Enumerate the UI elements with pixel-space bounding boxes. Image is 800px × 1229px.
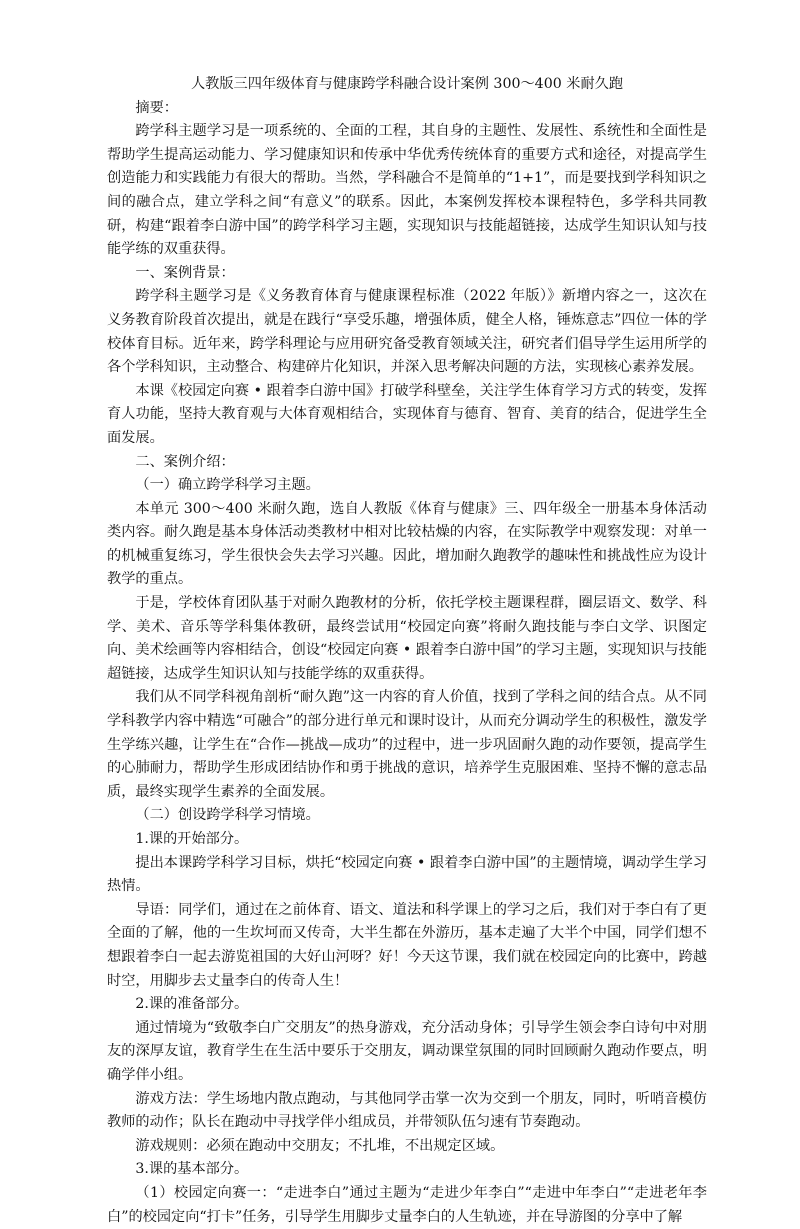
subsection-heading: （一）确立跨学科学习主题。 — [135, 477, 320, 494]
section-heading-introduction: 二、案例介绍： — [135, 453, 235, 470]
paragraph: 于是，学校体育团队基于对耐久跑教材的分析，依托学校主题课程群，圈层语文、数学、科学、美术、音乐等学科集体教研，最终尝试用“校园定向赛”将耐久跑技能与李白文学、识图定向、美术绘画等内容相结合，创设“校园定向赛 • 跟着李白游中国”的学习主题，实现知识与技能超链接，达成学生知识认知与技能学练的双重获得。 — [107, 595, 707, 682]
item-heading: 2.课的准备部分。 — [135, 996, 249, 1013]
paragraph: 我们从不同学科视角剖析“耐久跑”这一内容的育人价值，找到了学科之间的结合点。从不同学科教学内容中精选“可融合”的部分进行单元和课时设计，从而充分调动学生的积极性，激发学生学练兴趣，让学生在“合作—挑战—成功”的过程中，进一步巩固耐久跑的动作要领，提高学生的心肺耐力，帮助学生形成团结协作和勇于挑战的意识，培养学生克服困难、坚持不懈的意志品质，最终实现学生素养的全面发展。 — [107, 689, 707, 800]
paragraph: （1）校园定向赛一：“走进李白”通过主题为“走进少年李白”“走进中年李白”“走进老年李白”的校园定向“打卡”任务，引导学生用脚步丈量李白的人生轨迹，并在导游图的分享中了解 — [107, 1184, 707, 1225]
paragraph: 本课《校园定向赛 • 跟着李白游中国》打破学科壁垒，关注学生体育学习方式的转变，发挥育人功能，坚持大教育观与大体育观相结合，实现体育与德育、智育、美育的结合，促进学生全面发展。 — [107, 382, 707, 446]
section-heading-background: 一、案例背景： — [135, 264, 235, 281]
paragraph: 本单元 300～400 米耐久跑，选自人教版《体育与健康》三、四年级全一册基本身体活动类内容。耐久跑是基本身体活动类教材中相对比较枯燥的内容，在实际教学中观察发现：对单一的机械重复练习，学生很快会失去学习兴趣。因此，增加耐久跑教学的趣味性和挑战性应为设计教学的重点。 — [107, 500, 707, 588]
subsection-heading: （二）创设跨学科学习情境。 — [135, 807, 320, 824]
document-body — [107, 73, 707, 1229]
paragraph: 游戏方法：学生场地内散点跑动，与其他同学击掌一次为交到一个朋友，同时，听哨音模仿教师的动作；队长在跑动中寻找学伴小组成员，并带领队伍匀速有节奏跑动。 — [107, 1090, 707, 1131]
paragraph: 提出本课跨学科学习目标，烘托“校园定向赛 • 跟着李白游中国”的主题情境，调动学生学习热情。 — [107, 854, 707, 895]
document-title: 人教版三四年级体育与健康跨学科融合设计案例 300～400 米耐久跑 — [190, 76, 624, 92]
abstract-paragraph: 跨学科主题学习是一项系统的、全面的工程，其自身的主题性、发展性、系统性和全面性是帮助学生提高运动能力、学习健康知识和传承中华优秀传统体育的重要方式和途径，对提高学生创造能力和实践能力有很大的帮助。当然，学科融合不是简单的“1+1”，而是要找到学科知识之间的融合点，建立学科之间“有意义”的联系。因此，本案例发挥校本课程特色，多学科共同教研，构建“跟着李白游中国”的跨学科学习主题，实现知识与技能超链接，达成学生知识认知与技能学练的双重获得。 — [107, 123, 707, 258]
paragraph: 游戏规则：必须在跑动中交朋友；不扎堆，不出规定区域。 — [135, 1137, 505, 1154]
paragraph: 跨学科主题学习是《义务教育体育与健康课程标准（2022 年版）》新增内容之一，这次在义务教育阶段首次提出，就是在践行“享受乐趣，增强体质，健全人格，锤炼意志”四位一体的学校体育目标。近年来，跨学科理论与应用研究备受教育领域关注，研究者们倡导学生运用所学的各个学科知识，主动整合、构建碎片化知识，并深入思考解决问题的方法，实现核心素养发展。 — [107, 288, 707, 376]
item-heading: 3.课的基本部分。 — [135, 1161, 249, 1178]
abstract-heading: 摘要： — [135, 99, 178, 116]
paragraph: 通过情境为“致敬李白广交朋友”的热身游戏，充分活动身体；引导学生领会李白诗句中对朋友的深厚友谊，教育学生在生活中要乐于交朋友，调动课堂氛围的同时回顾耐久跑动作要点，明确学伴小组。 — [107, 1019, 707, 1083]
item-heading: 1.课的开始部分。 — [135, 831, 249, 847]
paragraph: 导语：同学们，通过在之前体育、语文、道法和科学课上的学习之后，我们对于李白有了更全面的了解，他的一生坎坷而又传奇，大半生都在外游历，基本走遍了大半个中国，同学们想不想跟着李白一起去游览祖国的大好山河呀？好！今天这节课，我们就在校园定向的比赛中，跨越时空，用脚步去丈量李白的传奇人生！ — [107, 901, 707, 989]
